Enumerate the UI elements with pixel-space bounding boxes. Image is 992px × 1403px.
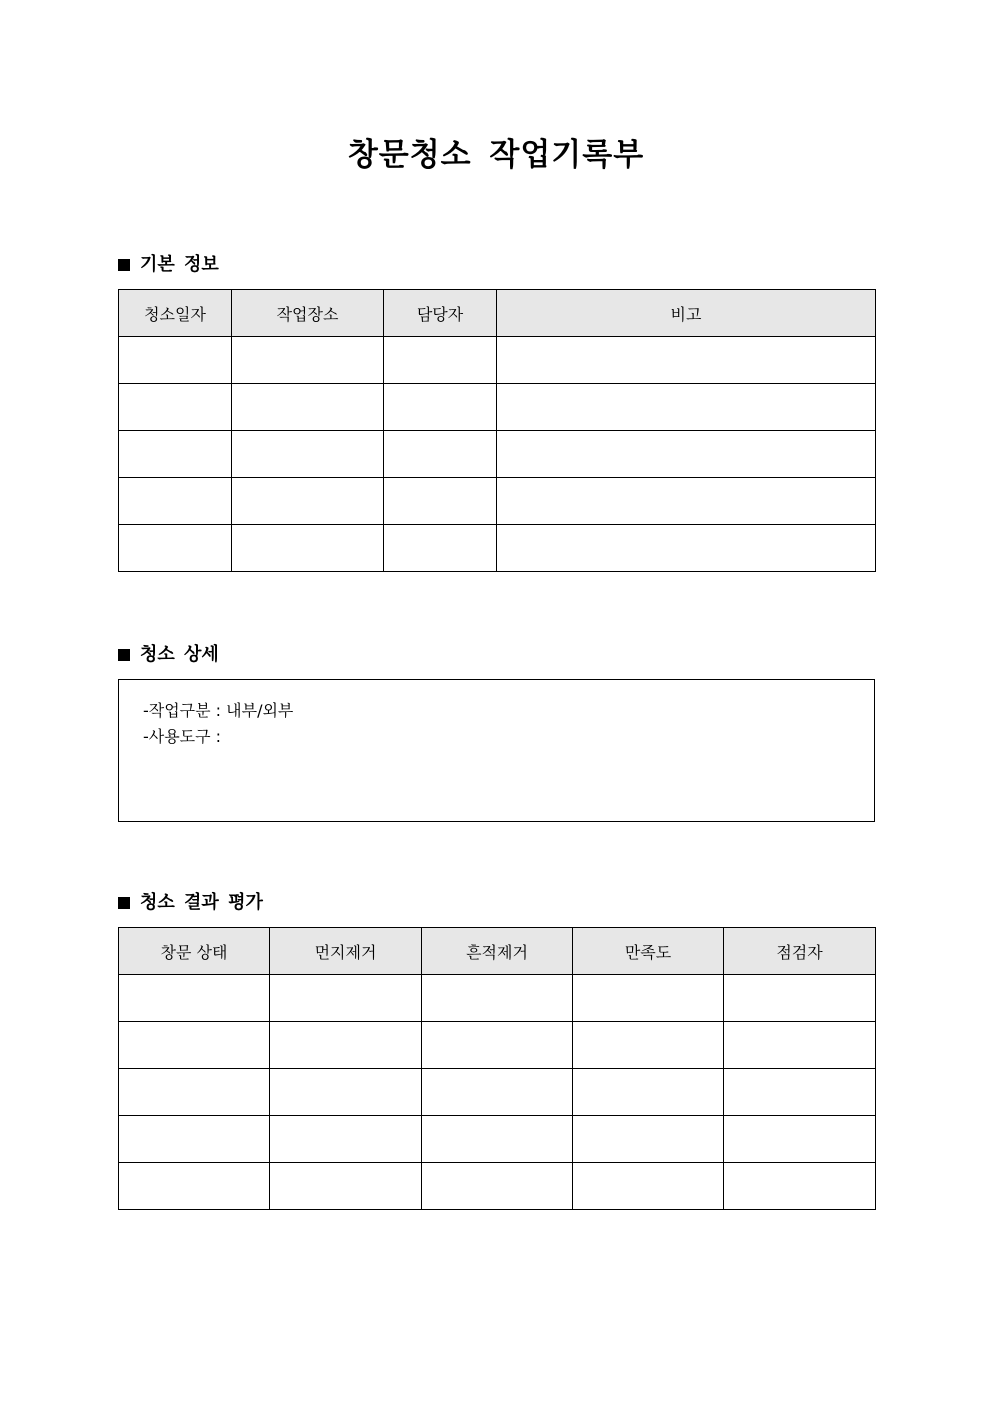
table-cell[interactable] [724, 1022, 876, 1069]
table-cell[interactable] [232, 384, 384, 431]
table-cell[interactable] [232, 525, 384, 572]
section-heading-cleaning-detail [118, 643, 219, 667]
table-cell[interactable] [384, 384, 497, 431]
table-cell[interactable] [422, 1022, 573, 1069]
basic-info-table [118, 289, 876, 572]
column-header-cleaning-date: 청소일자 [119, 290, 232, 337]
column-header-inspector: 점검자 [724, 928, 876, 975]
table-row [119, 478, 876, 525]
table-cell[interactable] [270, 1069, 422, 1116]
table-cell[interactable] [573, 1069, 724, 1116]
column-header-mark-removal: 흔적제거 [422, 928, 573, 975]
section-heading-label: 청소 상세 [140, 644, 219, 665]
table-cell[interactable] [119, 384, 232, 431]
square-bullet-icon [118, 897, 130, 909]
table-row [119, 384, 876, 431]
section-heading-label: 기본 정보 [140, 254, 219, 275]
table-cell[interactable] [232, 478, 384, 525]
column-header-satisfaction: 만족도 [573, 928, 724, 975]
table-row [119, 525, 876, 572]
square-bullet-icon [118, 259, 130, 271]
table-cell[interactable] [573, 1116, 724, 1163]
section-heading-basic-info [118, 253, 219, 277]
square-bullet-icon [118, 649, 130, 661]
table-cell[interactable] [119, 1116, 270, 1163]
table-cell[interactable] [422, 1069, 573, 1116]
table-row [119, 1069, 876, 1116]
table-cell[interactable] [573, 975, 724, 1022]
table-cell[interactable] [573, 1022, 724, 1069]
table-cell[interactable] [422, 975, 573, 1022]
table-row [119, 431, 876, 478]
table-cell[interactable] [422, 1116, 573, 1163]
table-cell[interactable] [119, 431, 232, 478]
result-evaluation-table [118, 927, 876, 1210]
table-cell[interactable] [497, 478, 876, 525]
table-header-row [119, 928, 876, 975]
column-header-dust-removal: 먼지제거 [270, 928, 422, 975]
table-cell[interactable] [573, 1163, 724, 1210]
section-heading-label: 청소 결과 평가 [140, 892, 263, 913]
table-cell[interactable] [270, 1022, 422, 1069]
table-cell[interactable] [724, 1163, 876, 1210]
table-cell[interactable] [270, 975, 422, 1022]
table-row [119, 975, 876, 1022]
cleaning-detail-box[interactable] [118, 679, 875, 822]
table-cell[interactable] [384, 431, 497, 478]
table-cell[interactable] [119, 478, 232, 525]
table-cell[interactable] [232, 431, 384, 478]
table-row [119, 1163, 876, 1210]
table-cell[interactable] [270, 1116, 422, 1163]
table-cell[interactable] [119, 525, 232, 572]
table-cell[interactable] [497, 525, 876, 572]
table-cell[interactable] [497, 384, 876, 431]
column-header-window-condition: 창문 상태 [119, 928, 270, 975]
table-cell[interactable] [119, 337, 232, 384]
table-cell[interactable] [119, 1163, 270, 1210]
work-type-line: -작업구분 : 내부/외부 [143, 701, 294, 720]
table-cell[interactable] [384, 525, 497, 572]
table-cell[interactable] [384, 337, 497, 384]
table-cell[interactable] [119, 1022, 270, 1069]
tools-used-line: -사용도구 : [143, 727, 222, 746]
table-cell[interactable] [270, 1163, 422, 1210]
table-cell[interactable] [497, 431, 876, 478]
table-header-row [119, 290, 876, 337]
section-heading-result-evaluation [118, 891, 263, 915]
column-header-remarks: 비고 [497, 290, 876, 337]
column-header-person-in-charge: 담당자 [384, 290, 497, 337]
table-cell[interactable] [724, 975, 876, 1022]
table-row [119, 1022, 876, 1069]
table-cell[interactable] [422, 1163, 573, 1210]
table-row [119, 337, 876, 384]
table-cell[interactable] [724, 1116, 876, 1163]
table-cell[interactable] [119, 1069, 270, 1116]
table-cell[interactable] [724, 1069, 876, 1116]
column-header-work-location: 작업장소 [232, 290, 384, 337]
document-title: 창문청소 작업기록부 [347, 137, 645, 173]
table-cell[interactable] [232, 337, 384, 384]
table-cell[interactable] [497, 337, 876, 384]
table-cell[interactable] [119, 975, 270, 1022]
table-cell[interactable] [384, 478, 497, 525]
table-row [119, 1116, 876, 1163]
